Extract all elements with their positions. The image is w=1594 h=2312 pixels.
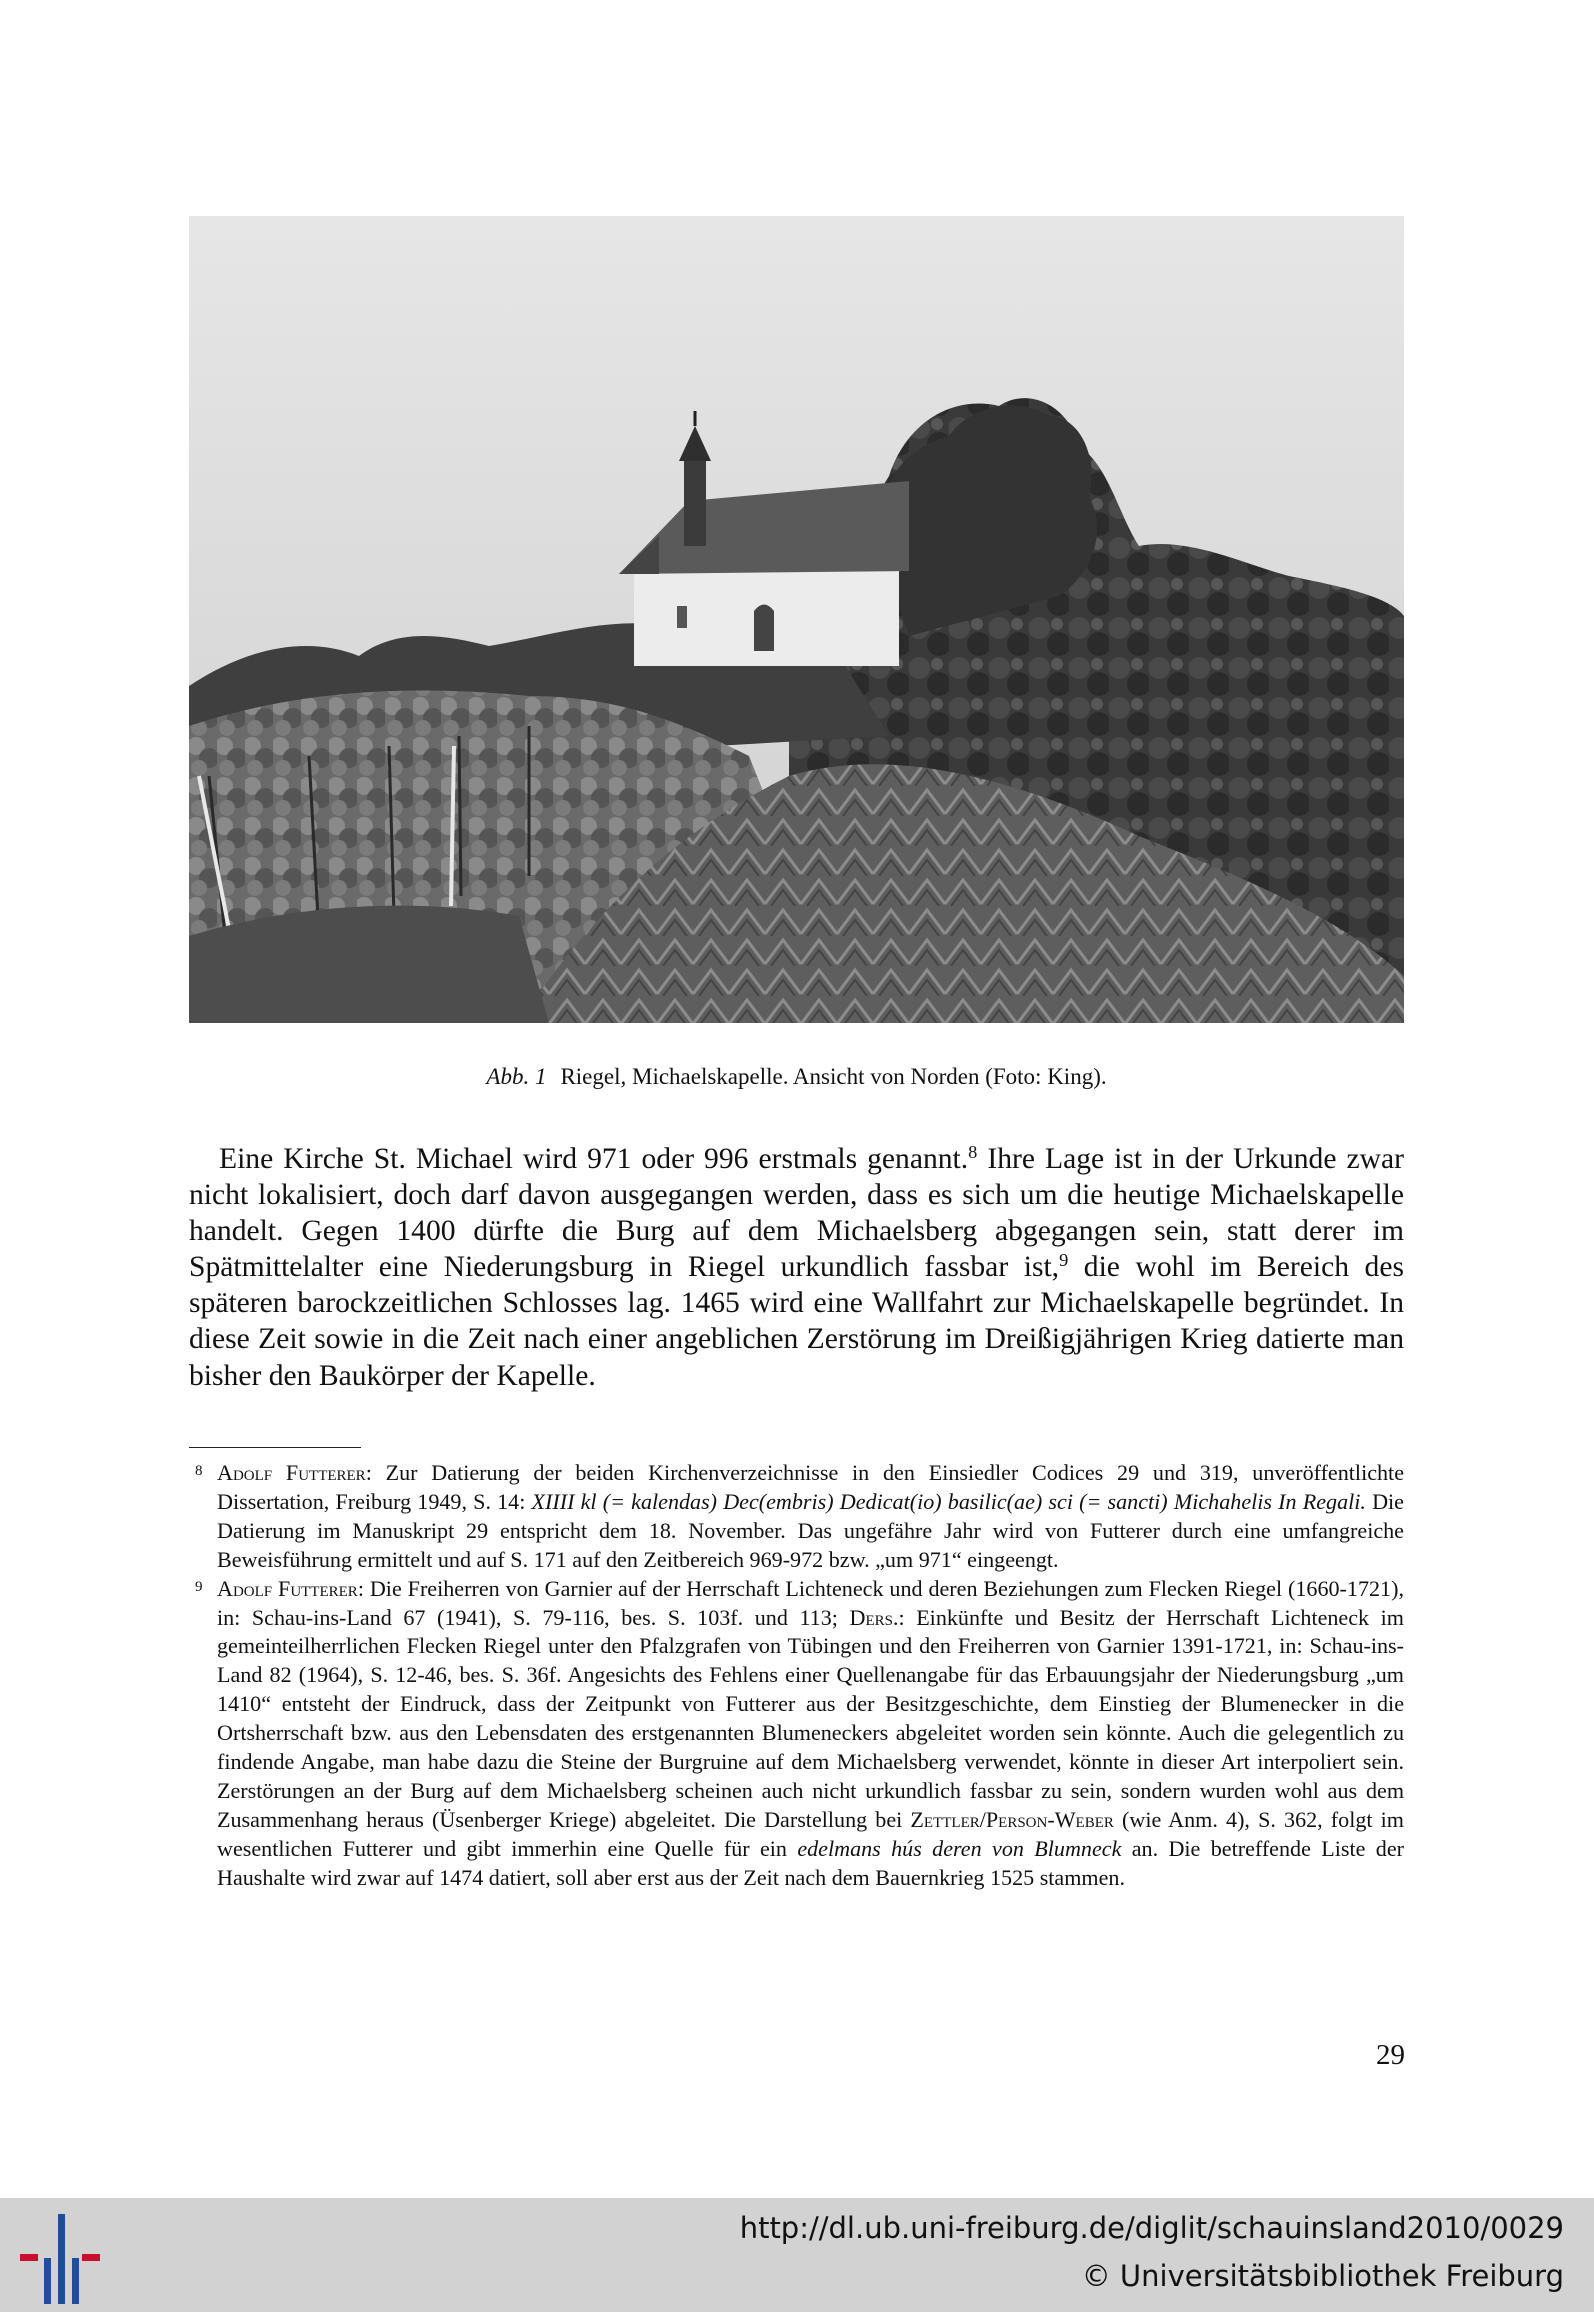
footnote-text: (wie Anm. 4), S. 362, folgt im wesentlichen Futterer und gibt immerhin eine Quelle für ein: [217, 1806, 1404, 1861]
chapel-photo-image: [189, 216, 1404, 1023]
footnotes: [189, 1459, 1404, 1893]
footnote-author: Adolf Futterer: [217, 1460, 366, 1485]
paragraph-text: Eine Kirche St. Michael wird 971 oder 996 erstmals genannt.: [219, 1143, 969, 1175]
footnote-quote: edelmans hús deren von Blumneck: [797, 1835, 1122, 1861]
footnote-ref-9[interactable]: 9: [1059, 1250, 1069, 1271]
footnote-number: 9: [195, 1578, 203, 1595]
chapel-photo: [189, 216, 1404, 1023]
copyright-notice: © Universitätsbibliothek Freiburg: [1081, 2259, 1564, 2293]
page-number: 29: [1376, 2039, 1405, 2071]
footnote-author: Ders.: [849, 1604, 899, 1630]
figure-label: Abb. 1: [486, 1064, 547, 1089]
footnote-author: Zettler/Person-Weber: [910, 1806, 1114, 1832]
footnote-divider: [189, 1447, 361, 1448]
figure-caption-text: Riegel, Michaelskapelle. Ansicht von Norden (Foto: King).: [560, 1064, 1107, 1089]
footnote-text: Die Datierung im Manuskript 29 entspricht dem 18. November. Das ungefähre Jahr wird von Futterer durch eine umfangreiche Beweisführung ermittelt und auf S. 171 auf den Zeitbereich 969-972 bzw. „um 971“ eingeengt.: [217, 1488, 1404, 1572]
footer-bar: [0, 2198, 1594, 2312]
footnote-text: : Zur Datierung der beiden Kirchenverzeichnisse in den Einsiedler Codices 29 und 319, unveröffentlichte Dissertation, Freiburg 1949, S. 14:: [217, 1460, 1404, 1514]
footnote-quote: XIIII kl (= kalendas) Dec(embris) Dedicat(io) basilic(ae) sci (= sancti) Michahelis In Regali.: [531, 1488, 1366, 1514]
footnote-author: Adolf Futterer: [217, 1575, 358, 1601]
body-text: [189, 1141, 1404, 1394]
footnote-8: [189, 1459, 1404, 1575]
footnote-9: [189, 1575, 1404, 1893]
footnote-text: : Die Freiherren von Garnier auf der Herrschaft Lichteneck und deren Beziehungen zum Flecken Riegel (1660-1721), in: Schau-ins-Land 67 (1941), S. 79-116, bes. S. 103f. und 113;: [217, 1575, 1404, 1630]
paragraph-text: Ihre Lage ist in der Urkunde zwar nicht lokalisiert, doch darf davon ausgegangen werden, dass es sich um die heutige Michaelskapelle handelt. Gegen 1400 dürfte die Burg auf dem Michaelsberg abgegangen sein, statt derer im Spätmittelalter eine Niederungsburg in Riegel urkundlich fassbar ist,: [189, 1143, 1404, 1284]
footnote-text: an. Die betreffende Liste der Haushalte wird zwar auf 1474 datiert, soll aber erst aus der Zeit nach dem Bauernkrieg 1525 stammen.: [217, 1835, 1404, 1890]
paragraph: [189, 1141, 1404, 1394]
footnote-number: 8: [195, 1463, 203, 1479]
footnote-ref-8[interactable]: 8: [968, 1141, 978, 1162]
footnote-text: : Einkünfte und Besitz der Herrschaft Lichteneck im gemeinteilherrlichen Flecken Riegel unter den Pfalzgrafen von Tübingen und den Freiherren von Garnier 1391-1721, in: Schau-ins-Land 82 (1964), S. 12-46, bes. S. 36f. Angesichts des Fehlens einer Quellenangabe für das Erbauungsjahr der Niederungsburg „um 1410“ entsteht der Eindruck, dass der Zeitpunkt von Futterer aus der Besitzgeschichte, dem Einstieg der Blumenecker in die Ortsherrschaft bzw. aus den Lebensdaten des erstgenannten Blumeneckers abgeleitet worden sein könnte. Auch die gelegentlich zu findende Angabe, man habe dazu die Steine der Burgruine auf dem Michaelsberg verwendet, könnte in dieser Art interpoliert sein. Zerstörungen an der Burg auf dem Michaelsberg scheinen auch nicht urkundlich fassbar zu sein, sondern wurden wohl aus dem Zusammenhang heraus (Üsenberger Kriege) abgeleitet. Die Darstellung bei: [217, 1604, 1404, 1832]
document-url-link[interactable]: http://dl.ub.uni-freiburg.de/diglit/schauinsland2010/0029: [739, 2211, 1564, 2245]
ub-freiburg-logo-icon[interactable]: [20, 2214, 100, 2304]
figure-caption: [189, 1062, 1404, 1092]
paragraph-text: die wohl im Bereich des späteren barockzeitlichen Schlosses lag. 1465 wird eine Wallfahrt zur Michaelskapelle begründet. In diese Zeit sowie in die Zeit nach einer angeblichen Zerstörung im Dreißigjährigen Krieg datierte man bisher den Baukörper der Kapelle.: [189, 1251, 1404, 1392]
